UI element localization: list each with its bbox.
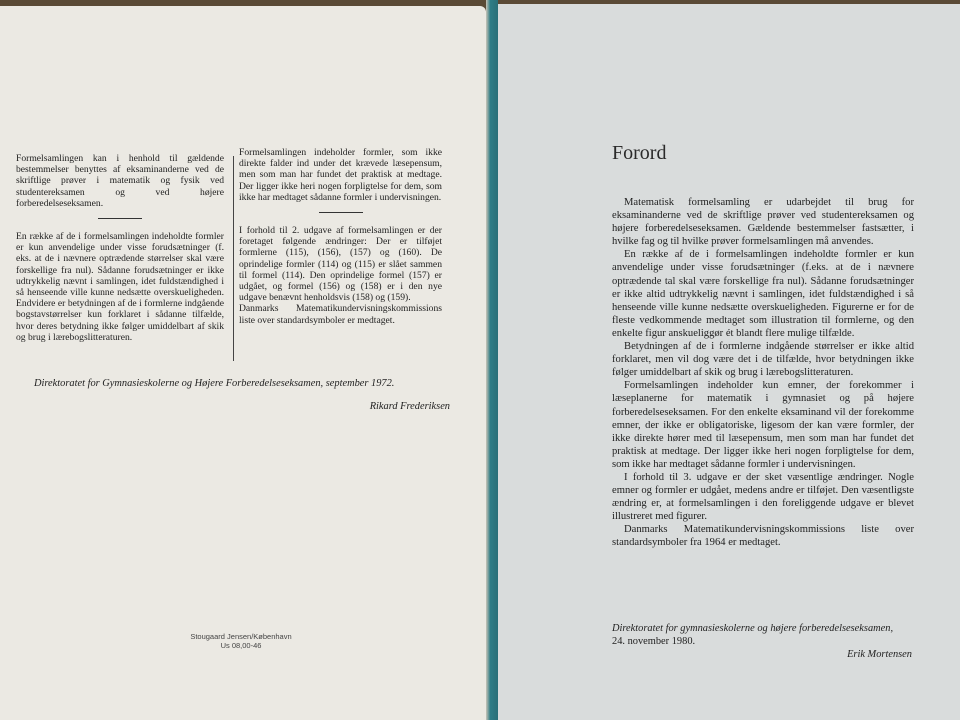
left-col2-paragraph-2: I forhold til 2. udgave af formelsamlingen er der foretaget følgende ændringer: Der er tilføjet formlerne (115), (156), (157) og (160). De oprindelige formler (114) og (115) er slået sammen til formel (114). Den oprindelige formel (157) er udgået, og formel (156) og (158) er i den nye udgave benævnt henholdsvis (158) og (159).: [239, 225, 442, 304]
foreword-paragraph: I forhold til 3. udgave er der sket væsentlige ændringer. Nogle emner og formler er udgået, medens andre er tilføjet. Den væsentligste ændring er, at formelsamlingen i den foreliggende udgave er blevet illustreret med figurer.: [612, 471, 914, 523]
left-col2-paragraph-3: Danmarks Matematikundervisningskommissions liste over standardsymboler er medtaget.: [239, 303, 442, 326]
printer-line-1: Stougaard Jensen/København: [190, 632, 292, 641]
right-signature-date: 24. november 1980.: [612, 636, 696, 647]
foreword-body: [612, 196, 914, 550]
left-col1-paragraph-1: Formelsamlingen kan i henhold til gældende bestemmelser benyttes af eksaminanderne ved de skriftlige prøver i matematik og fysik ved studentereksamen og ved højere forberedelseseksamen.: [16, 153, 224, 209]
left-column-1: [16, 153, 224, 352]
right-signature: [612, 622, 922, 648]
foreword-paragraph: Danmarks Matematikundervisningskommissions liste over standardsymboler fra 1964 er medtaget.: [612, 524, 914, 549]
foreword-paragraph: En række af de i formelsamlingen indeholdte formler er kun anvendelige under visse forudsætninger (f.eks. at de i nævnere optrædende tal skal være forskellige fra nul). Sådanne forudsætninger er ikke altid udtrykkelig nævnt i samlingen, idet fuldstændighed i så henseende ville kunne nedsætte overskueligheden. Figurerne er for de fleste vedkommende medtaget som illustration til formlerne, og den enkelte figur anskueliggør ét blandt flere mulige tilfælde.: [612, 249, 914, 339]
divider: [319, 212, 363, 213]
left-col1-paragraph-2: En række af de i formelsamlingen indeholdte formler er kun anvendelige under visse forudsætninger (f. eks. at de i nævnere optrædende størrelser skal være forskellige fra nul). Sådanne forudsætninger er ikke udtrykkelig nævnt i samlingen, idet fuldstændighed i så henseende ville kunne nedsætte overskueligheden. Endvidere er betydningen af de i formlerne indgående bogstavstørrelser kun forklaret i sådanne tilfælde, hvor deres betydning ikke følger umiddelbart af skik og brug i lærebogslitteraturen.: [16, 231, 224, 343]
left-signature-name: Rikard Frederiksen: [369, 401, 450, 412]
book-binding: [486, 0, 498, 720]
column-divider: [233, 156, 234, 361]
divider: [98, 218, 142, 219]
right-signature-org: Direktoratet for gymnasieskolerne og højere forberedelseseksamen,: [612, 623, 894, 634]
right-signature-name: Erik Mortensen: [847, 649, 912, 660]
foreword-paragraph: Matematisk formelsamling er udarbejdet til brug for eksaminanderne ved de skriftlige prøver ved studentereksamen og højere forberedelseseksamen. Gældende bestemmelser fastsætter, i hvilke fag og til hvilke prøver formelsamlingen må anvendes.: [612, 197, 914, 248]
left-signature-line: Direktoratet for Gymnasieskolerne og Højere Forberedelseseksamen, september 1972.: [34, 378, 395, 389]
printer-imprint: [186, 632, 296, 650]
left-page: [0, 6, 486, 720]
left-column-2: [239, 147, 442, 335]
foreword-paragraph: Betydningen af de i formlerne indgående størrelser er ikke altid forklaret, men vil dog være det i de tilfælde, hvor betydningen ikke følger umiddelbart af skik og brug i lærebogslitteraturen.: [612, 341, 914, 379]
printer-line-2: Us 08,00-46: [220, 641, 262, 650]
page-heading: Forord: [612, 142, 667, 164]
foreword-paragraph: Formelsamlingen indeholder kun emner, der forekommer i læseplanerne for matematik i gymnasiet og på højere forberedelseseksamen. For den enkelte eksaminand vil der forekomme emner, der ikke er obligatoriske, ligesom der kan være formler, der ikke direkte hører med til læsepensum, men som man har fundet det praktisk at medtage. Der ligger ikke heri nogen forpligtelse for dem, som ikke har medtaget sådanne formler i undervisningen.: [612, 380, 914, 470]
left-col2-paragraph-1: Formelsamlingen indeholder formler, som ikke direkte falder ind under det krævede læsepensum, men som man har fundet det praktisk at medtage. Der ligger ikke heri nogen forpligtelse for dem, som ikke har medtaget sådanne formler i undervisningen.: [239, 147, 442, 203]
